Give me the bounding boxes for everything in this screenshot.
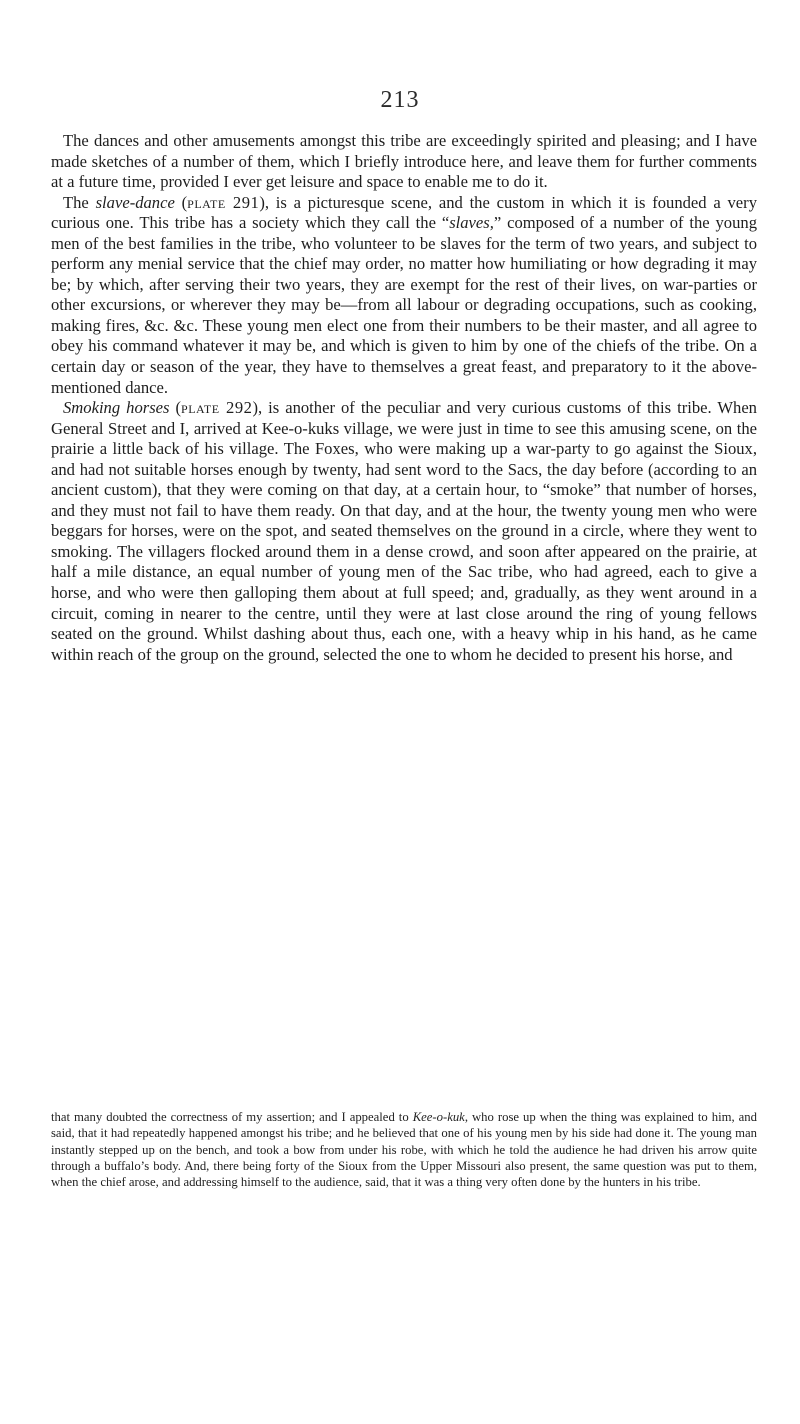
main-text [51, 131, 757, 665]
footnote-name-keokuk: Kee-o-kuk [412, 1110, 465, 1124]
page-number: 213 [380, 87, 420, 113]
slave-dance-title: slave-dance [95, 192, 175, 212]
slaves-term: slaves, [449, 213, 494, 233]
smoking-horses-title: Smoking horses [63, 398, 170, 418]
paragraph-slave-dance: The slave-dance (plate 291), is a picturesque scene, and the custom in which it is founded a very curious one. This tribe has a society which they call the “slaves,” composed of a number of the young men of the best families in the tribe, who volunteer to be slaves for the term of two years, and subject to perform any menial service that the chief may order, no matter how humiliating or how degrading it may be; by which, after serving their two years, they are exempt for the rest of their lives, on war-parties or other excursions, or wherever they may be—from all labour or degrading occupations, such as cooking, making fires, &c. &c. These young men elect one from their numbers to be their master, and all agree to obey his command whatever it may be, and which is given to him by one of the chiefs of the tribe. On a certain day or season of the year, they have to themselves a great feast, and preparatory to it the above-mentioned dance. [51, 192, 757, 397]
plate-292-ref: plate 292 [181, 398, 253, 418]
paragraph-dances: The dances and other amusements amongst this tribe are exceedingly spirited and pleasing; and I have made sketches of a number of them, which I briefly introduce here, and leave them for further comments at a future time, provided I ever get leisure and space to enable me to do it. [51, 131, 757, 192]
plate-291-ref: plate 291 [187, 192, 260, 212]
paragraph-smoking-horses: Smoking horses (plate 292), is another of the peculiar and very curious customs of this tribe. When General Street and I, arrived at Kee-o-kuks village, we were just in time to see this amusing scene, on the prairie a little back of his village. The Foxes, who were making up a war-party to go against the Sioux, and had not suitable horses enough by twenty, had sent word to the Sacs, the day before (according to an ancient custom), that they were coming on that day, at a certain hour, to “smoke” that number of horses, and they must not fail to have them ready. On that day, and at the hour, the twenty young men who were beggars for horses, were on the spot, and seated themselves on the ground in a circle, where they went to smoking. The villagers flocked around them in a dense crowd, and soon after appeared on the prairie, at half a mile distance, an equal number of young men of the Sac tribe, who had agreed, each to give a horse, and who were then galloping them about at full speed; and, gradually, as they went around in a circuit, coming in nearer to the centre, until they were at last close around the ring of young fellows seated on the ground. Whilst dashing about thus, each one, with a heavy whip in his hand, as he came within reach of the group on the ground, selected the one to whom he decided to present his horse, and [51, 398, 757, 664]
footnote-text: that many doubted the correctness of my assertion; and I appealed to Kee-o-kuk, who rose up when the thing was explained to him, and said, that it had repeatedly happened amongst his tribe; and he believed that one of his young men by his side had done it. The young man instantly stepped up on the bench, and took a bow from under his robe, with which he told the audience he had driven his arrow quite through a buffalo’s body. And, there being forty of the Sioux from the Upper Missouri also present, the same question was put to them, when the chief arose, and addressing himself to the audience, said, that it was a thing very often done by the hunters in his tribe. [51, 1110, 757, 1190]
footnote [51, 1109, 757, 1190]
